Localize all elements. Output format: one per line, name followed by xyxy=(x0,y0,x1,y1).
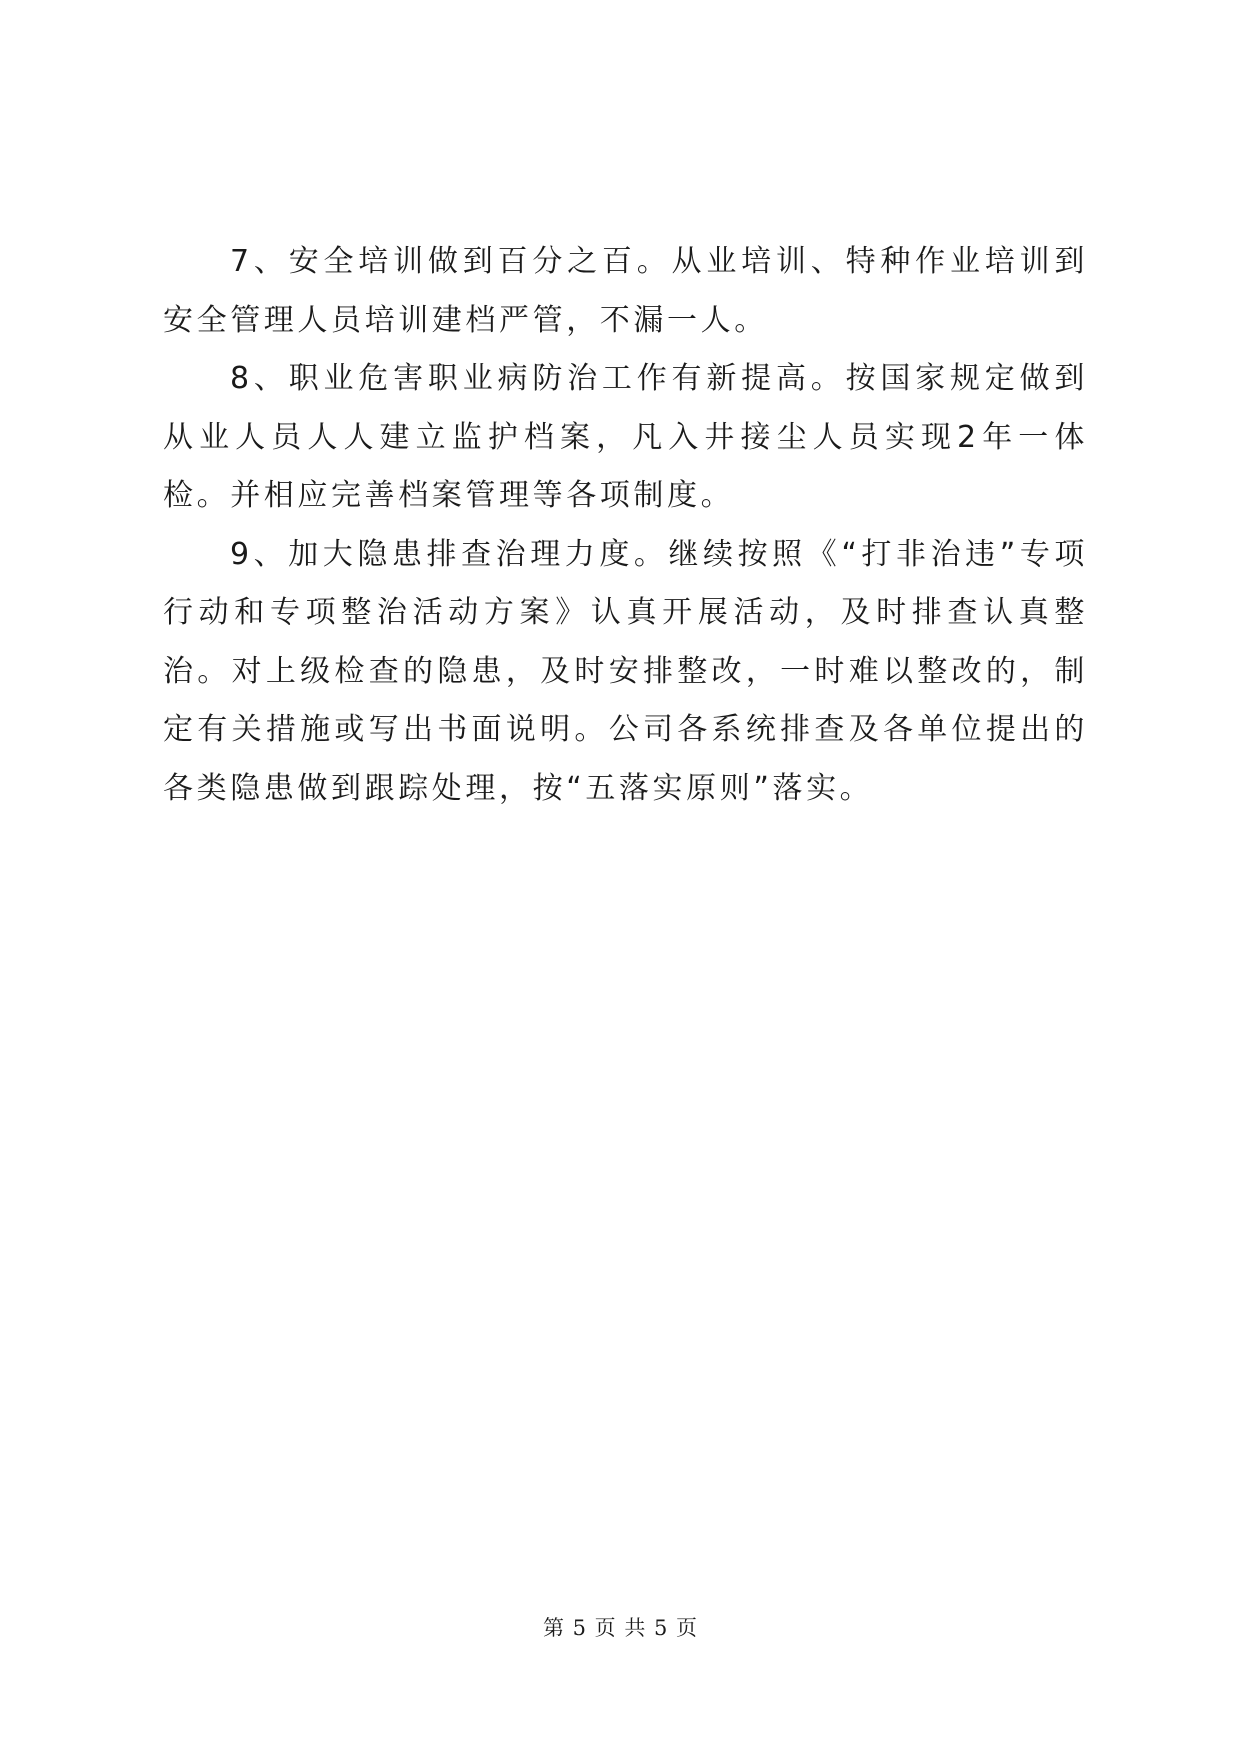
document-body xyxy=(163,233,1088,818)
page-footer: 第 5 页 共 5 页 xyxy=(542,1616,699,1640)
paragraph-item-7: 7、安全培训做到百分之百。从业培训、特种作业培训到安全管理人员培训建档严管，不漏一人。 xyxy=(163,244,1088,338)
paragraph-item-8: 8、职业危害职业病防治工作有新提高。按国家规定做到从业人员人人建立监护档案，凡入井接尘人员实现2年一体检。并相应完善档案管理等各项制度。 xyxy=(163,361,1088,513)
paragraph-item-9: 9、加大隐患排查治理力度。继续按照《“打非治违”专项行动和专项整治活动方案》认真开展活动，及时排查认真整治。对上级检查的隐患，及时安排整改，一时难以整改的，制定有关措施或写出书面说明。公司各系统排查及各单位提出的各类隐患做到跟踪处理，按“五落实原则”落实。 xyxy=(163,536,1088,806)
